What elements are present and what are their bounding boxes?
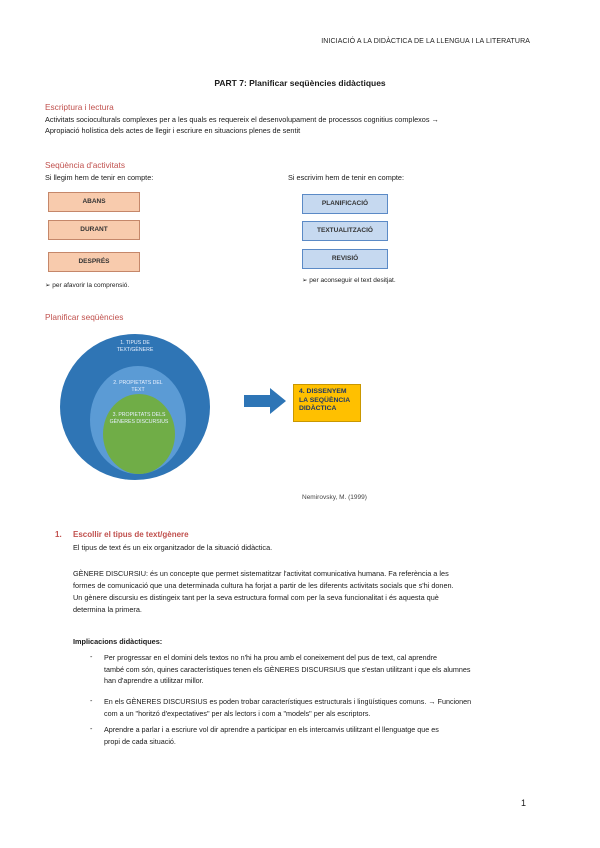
text-line: han d'aprendre a utilitzar millor. [104,676,204,686]
list-item [104,652,558,687]
text-line: GÈNERE DISCURSIU: és un concepte que permet sistematitzar l'activitat comunicativa humana. Fa referència a les [73,569,449,578]
result-box: 4. DISSENYEM LA SEQÜÈNCIA DIDÀCTICA [293,384,361,422]
list-item [104,696,558,719]
reading-intro: Si llegim hem de tenir en compte: [45,173,154,182]
text-line: formes de comunicació que una determinada cultura ha forjat a partir de les diferents activitats socials que s'hi donen. [73,581,454,590]
circle-label-3: 3. PROPIETATS DELS GÈNERES DISCURSIUS [109,412,169,425]
text-line: En els GÈNERES DISCURSIUS es poden trobar característiques estructurals i lingüístiques comuns. → Funcionen [104,697,472,706]
writing-step-planificacio: PLANIFICACIÓ [302,194,388,214]
text-line: Per progressar en el domini dels textos no n'hi ha prou amb el coneixement del pus de text, cal aprendre [104,653,437,662]
reading-note [45,281,129,289]
reading-step-abans: ABANS [48,192,140,212]
reading-note-text: per afavorir la comprensió. [52,282,130,289]
reading-step-durant: DURANT [48,220,140,240]
text-line: Activitats socioculturals complexes per a les quals es requereix el desenvolupament de processos cognitius complexos → [45,115,439,124]
text-line: Aprendre a parlar i a escriure vol dir aprendre a participar en els intercanvis utilitzant el llenguatge que es [104,725,439,734]
writing-intro: Si escrivim hem de tenir en compte: [288,173,404,182]
circle-label-2: 2. PROPIETATS DEL TEXT [113,380,163,393]
right-arrow-icon [244,388,286,414]
dash-bullet-icon: - [90,696,93,705]
item-intro: El tipus de text és un eix organitzador de la situació didàctica. [73,543,273,552]
page-number: 1 [521,798,527,808]
reading-step-despres: DESPRÉS [48,252,140,272]
implications-title: Implicacions didàctiques: [73,637,163,646]
writing-step-textualitzacio: TEXTUALITZACIÓ [302,221,388,241]
running-header: INICIACIÓ A LA DIDÀCTICA DE LA LLENGUA I LA LITERATURA [321,38,530,45]
section-title-escriptura: Escriptura i lectura [45,102,114,112]
item-number: 1. [55,530,62,539]
circle-label-1: 1. TIPUS DE TEXT/GÈNERE [116,340,154,353]
citation-credit: Nemirovsky, M. (1999) [302,494,367,501]
section-title-sequencia: Seqüència d'activitats [45,160,125,170]
arrow-bullet-icon: ➢ [302,277,308,284]
section-title-planificar: Planificar seqüències [45,312,124,322]
text-line: com a un "horitzó d'expectatives" per als lectors i com a "models" per als escriptors. [104,708,371,718]
writing-note [302,276,396,284]
dash-bullet-icon: - [90,724,93,733]
arrow-bullet-icon: ➢ [45,282,51,289]
diagram-circle-inner [103,394,175,474]
genre-paragraph [73,568,559,616]
item-title: Escollir el tipus de text/gènere [73,530,189,539]
text-line: també com són, quines característiques tenen els GÈNERES DISCURSIUS que s'estan utilitzant i que els alumnes [104,664,471,674]
text-line: determina la primera. [73,605,142,614]
text-line: propi de cada situació. [104,736,176,746]
text-line: Un gènere discursiu es distingeix tant per la seva estructura formal com per la seva funcionalitat i és aquesta què [73,593,439,602]
writing-step-revisio: REVISIÓ [302,249,388,269]
section-text [45,114,560,136]
page-title: PART 7: Planificar seqüències didàctiques [214,78,386,88]
text-line: Apropiació holística dels actes de llegir i escriure en situacions plenes de sentit [45,126,301,135]
dash-bullet-icon: - [90,652,93,661]
list-item [104,724,558,747]
writing-note-text: per aconseguir el text desitjat. [309,277,396,284]
